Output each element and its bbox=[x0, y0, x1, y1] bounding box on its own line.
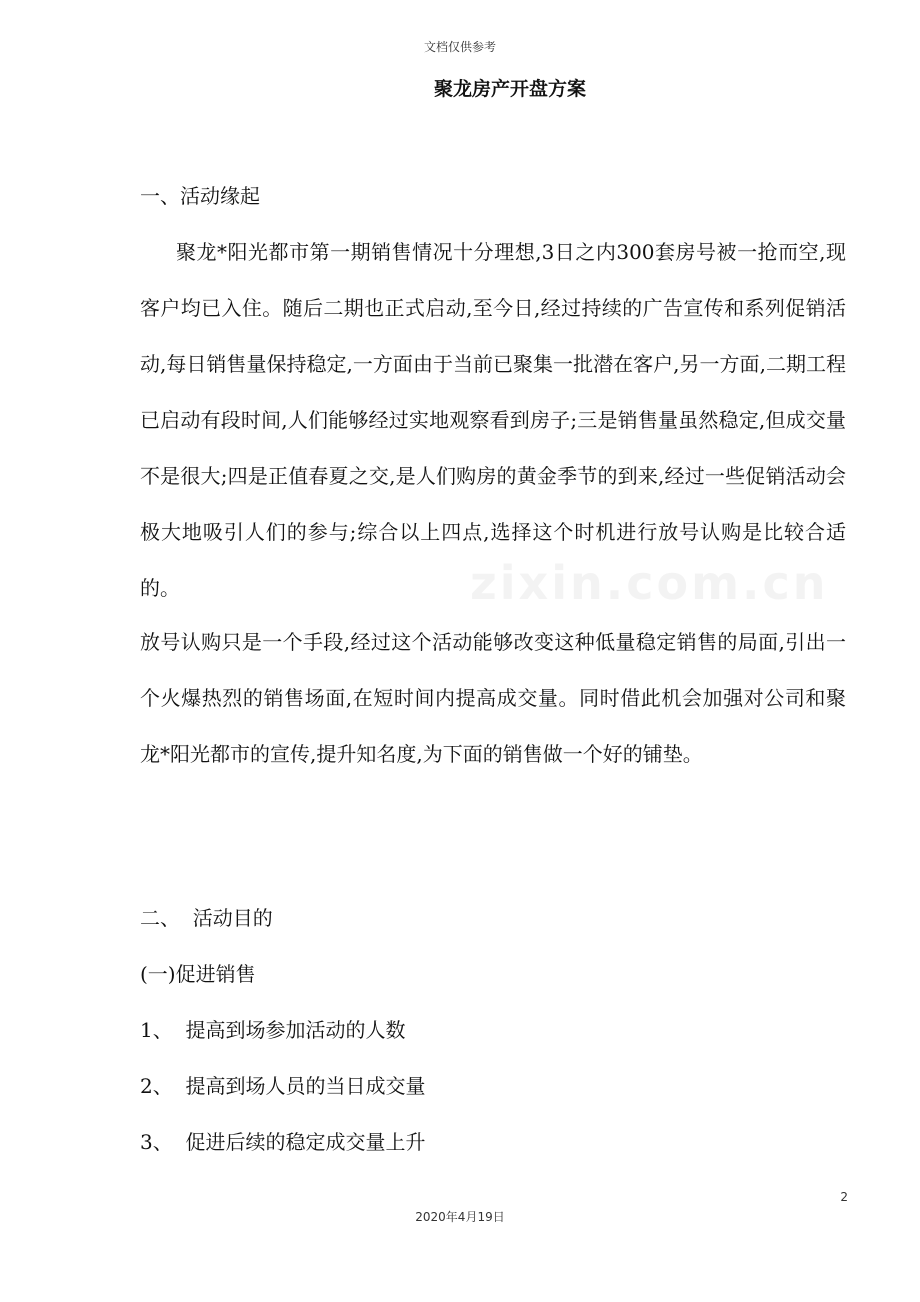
watermark-text: zixin.com.cn bbox=[470, 556, 829, 610]
list-item: 2、 提高到场人员的当日成交量 bbox=[140, 1074, 426, 1098]
list-item: 1、 提高到场参加活动的人数 bbox=[140, 1018, 406, 1042]
list-item: 3、 促进后续的稳定成交量上升 bbox=[140, 1130, 426, 1154]
section-heading-2: 二、 活动目的 bbox=[140, 906, 273, 930]
subsection-heading-1: (一)促进销售 bbox=[140, 962, 256, 986]
paragraph-2: 放号认购只是一个手段,经过这个活动能够改变这种低量稳定销售的局面,引出一个火爆热烈的销售场面,在短时间内提高成交量。同时借此机会加强对公司和聚龙*阳光都市的宣传,提升知名度,为下面的销售做一个好的铺垫。 bbox=[140, 630, 846, 766]
header-note: 文档仅供参考 bbox=[423, 40, 496, 54]
paragraph-1: 聚龙*阳光都市第一期销售情况十分理想,3日之内300套房号被一抢而空,现客户均已入住。随后二期也正式启动,至今日,经过持续的广告宣传和系列促销活动,每日销售量保持稳定,一方面由于当前已聚集一批潜在客户,另一方面,二期工程已启动有段时间,人们能够经过实地观察看到房子;三是销售量虽然稳定,但成交量不是很大;四是正值春夏之交,是人们购房的黄金季节的到来,经过一些促销活动会极大地吸引人们的参与;综合以上四点,选择这个时机进行放号认购是比较合适的。 bbox=[140, 240, 846, 600]
page-number: 2 bbox=[840, 1190, 848, 1204]
document-title: 聚龙房产开盘方案 bbox=[433, 78, 586, 100]
footer-date: 2020年4月19日 bbox=[415, 1210, 505, 1224]
section-heading-1: 一、活动缘起 bbox=[140, 184, 260, 208]
